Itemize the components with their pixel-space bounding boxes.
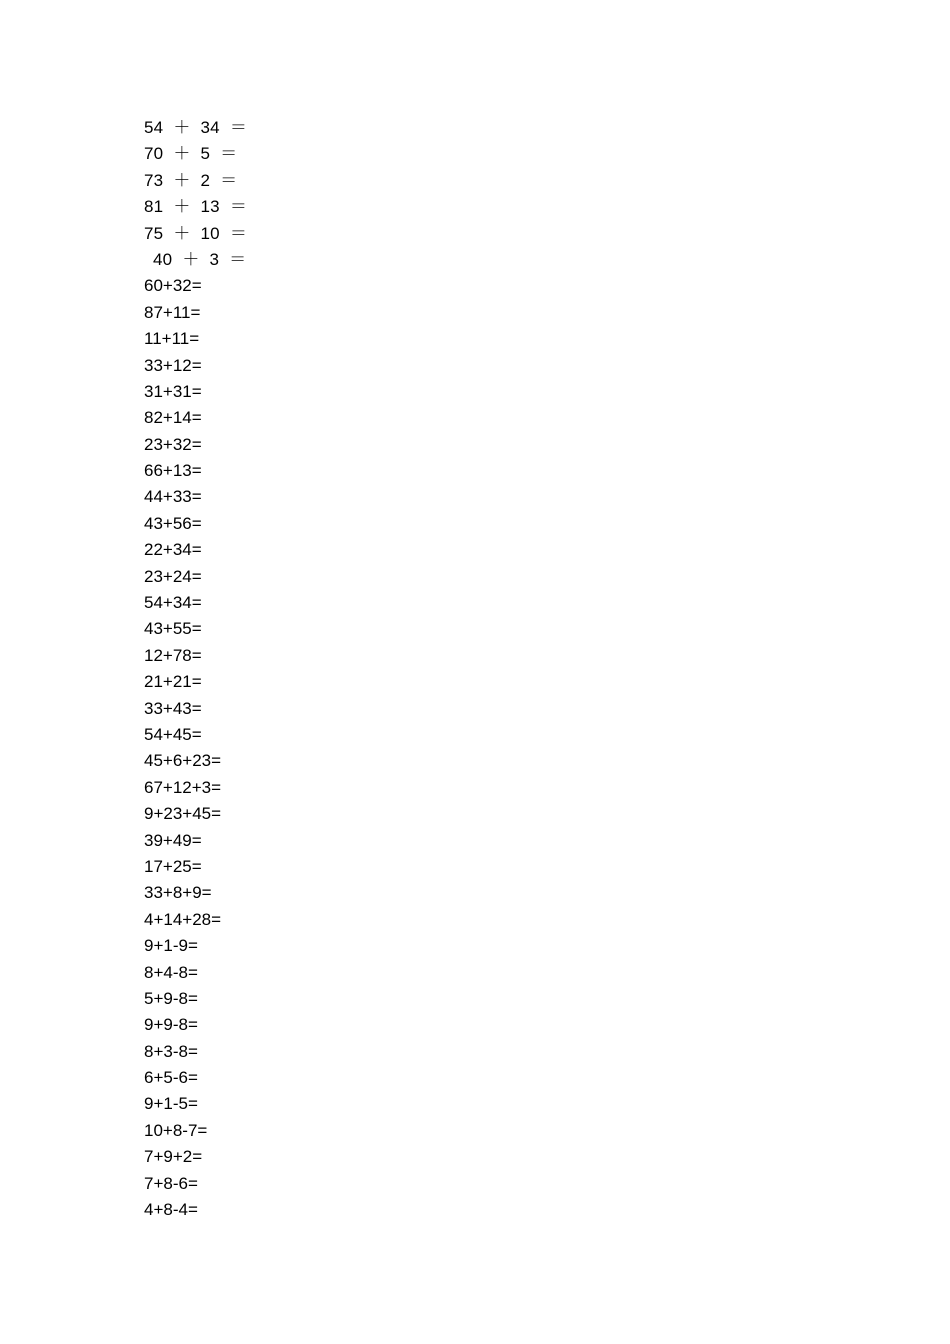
operand-a: 40 [153, 249, 173, 269]
plus-sign: ＋ [173, 223, 191, 243]
problem-line: 54+34= [144, 593, 202, 613]
operand-b: 3 [209, 249, 220, 269]
operand-b: 13 [200, 197, 220, 217]
spaced-problem [144, 247, 744, 273]
problem-line: 17+25= [144, 856, 202, 876]
problem-line: 60+32= [144, 276, 202, 296]
operand-b: 5 [200, 144, 211, 164]
plus-sign: ＋ [182, 249, 200, 269]
problem-line: 22+34= [144, 540, 202, 560]
plus-sign: ＋ [173, 197, 191, 217]
equals-sign: ＝ [220, 144, 238, 164]
problem-line: 8+3-8= [144, 1041, 198, 1061]
spaced-problem [144, 168, 744, 194]
problem-line: 6+5-6= [144, 1068, 198, 1088]
problem-line: 67+12+3= [144, 777, 222, 797]
spaced-problem [144, 221, 744, 247]
problem-line: 87+11= [144, 302, 201, 322]
problem-line: 23+32= [144, 434, 202, 454]
problem-line: 23+24= [144, 566, 202, 586]
problem-line: 9+23+45= [144, 804, 222, 824]
problem-line: 7+9+2= [144, 1147, 203, 1167]
problem-line: 45+6+23= [144, 751, 222, 771]
spaced-problem [144, 194, 744, 220]
plus-sign: ＋ [173, 118, 191, 137]
operand-a: 81 [144, 197, 164, 217]
equals-sign: ＝ [229, 197, 248, 217]
problem-line: 43+56= [144, 513, 202, 533]
spaced-problem [144, 141, 744, 167]
operand-a: 70 [144, 144, 164, 164]
equals-sign: ＝ [229, 223, 248, 243]
problem-line: 33+12= [144, 355, 202, 375]
equals-sign: ＝ [220, 170, 238, 190]
spaced-problem [144, 115, 744, 141]
plus-sign: ＋ [173, 170, 191, 190]
operand-b: 34 [200, 118, 220, 137]
problem-line: 12+78= [144, 645, 202, 665]
problem-line: 33+8+9= [144, 883, 212, 903]
problem-line: 5+9-8= [144, 988, 198, 1008]
problem-line: 9+9-8= [144, 1015, 198, 1035]
problem-line: 11+11= [144, 329, 200, 349]
operand-a: 73 [144, 170, 164, 190]
problem-line: 39+49= [144, 830, 202, 850]
equals-sign: ＝ [229, 249, 247, 269]
equals-sign: ＝ [229, 118, 248, 137]
problem-line: 54+45= [144, 724, 202, 744]
problem-line: 21+21= [144, 672, 202, 692]
worksheet [144, 115, 744, 1223]
problem-line: 10+8-7= [144, 1120, 208, 1140]
problem-line: 66+13= [144, 461, 202, 481]
problem-line: 43+55= [144, 619, 202, 639]
problem-line: 82+14= [144, 408, 202, 428]
problem-line: 4+14+28= [144, 909, 222, 929]
problem-line: 7+8-6= [144, 1173, 198, 1193]
problem-line: 33+43= [144, 698, 202, 718]
problem-line: 44+33= [144, 487, 202, 507]
problem-line: 9+1-5= [144, 1094, 198, 1114]
plus-sign: ＋ [173, 144, 191, 164]
problem-line: 8+4-8= [144, 962, 198, 982]
operand-b: 2 [200, 170, 211, 190]
problem-line: 9+1-9= [144, 936, 198, 956]
operand-b: 10 [200, 223, 220, 243]
operand-a: 54 [144, 118, 164, 137]
problem-line: 31+31= [144, 381, 202, 401]
operand-a: 75 [144, 223, 164, 243]
problem-line: 4+8-4= [144, 1200, 198, 1220]
